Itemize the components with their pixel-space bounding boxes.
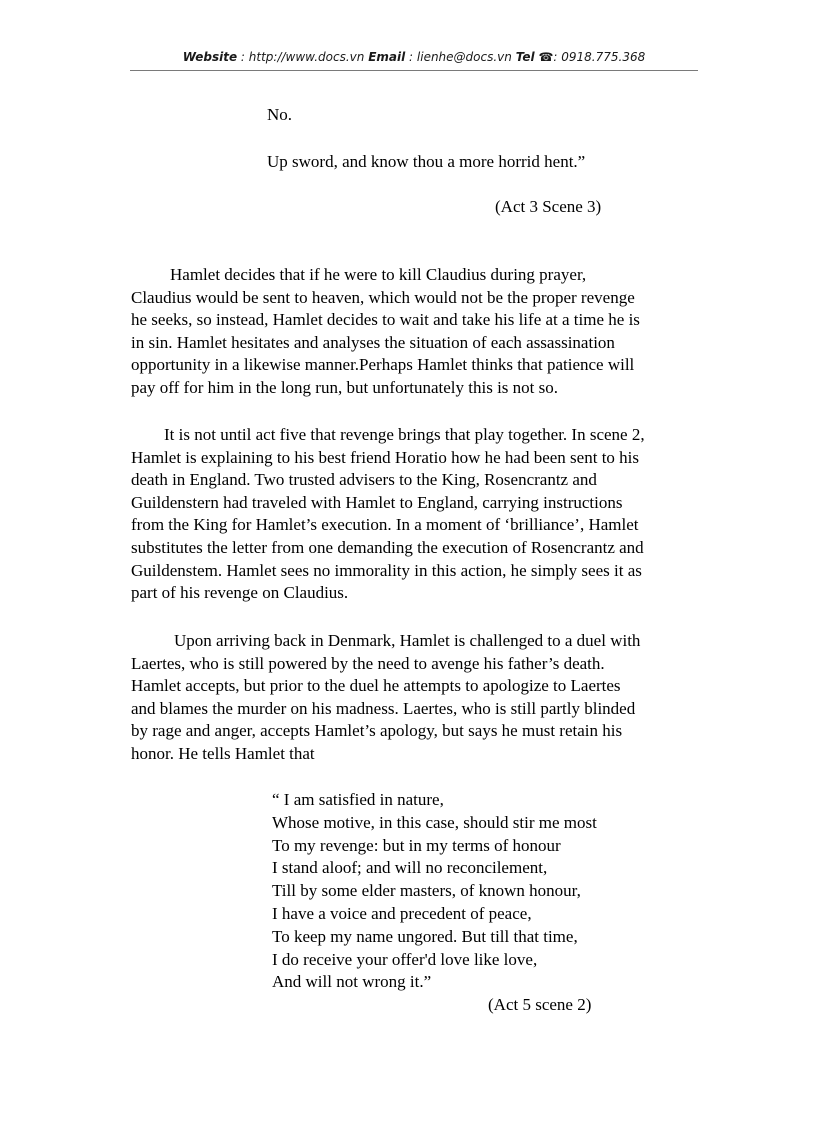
verse-line: I have a voice and precedent of peace,	[272, 903, 532, 923]
verse-line: Till by some elder masters, of known honour,	[272, 881, 581, 901]
header-rule	[130, 70, 698, 71]
quote-line-sword: Up sword, and know thou a more horrid hent.”	[267, 152, 586, 171]
paragraph-1	[131, 264, 691, 400]
paragraph-line: part of his revenge on Claudius.	[131, 583, 349, 603]
verse-line: “ I am satisfied in nature,	[272, 790, 444, 809]
verse-citation: (Act 5 scene 2)	[488, 995, 592, 1014]
website-label: Website	[182, 50, 238, 64]
verse-line: To my revenge: but in my terms of honour	[272, 835, 561, 855]
paragraph-line: from the King for Hamlet’s execution. In a moment of ‘brilliance’, Hamlet	[131, 515, 639, 535]
page-header	[130, 50, 698, 64]
email-label: Email	[368, 50, 406, 64]
paragraph-line: by rage and anger, accepts Hamlet’s apology, but says he must retain his	[131, 721, 623, 741]
quote-citation: (Act 3 Scene 3)	[495, 197, 602, 216]
verse-line: To keep my name ungored. But till that time,	[272, 926, 578, 946]
verse-line: Whose motive, in this case, should stir me most	[272, 812, 597, 832]
paragraph-line: Laertes, who is still powered by the need to avenge his father’s death.	[131, 653, 605, 673]
verse-quote	[272, 789, 597, 994]
paragraph-line: pay off for him in the long run, but unfortunately this is not so.	[131, 377, 559, 397]
paragraph-line: he seeks, so instead, Hamlet decides to wait and take his life at a time he is	[131, 310, 640, 330]
paragraph-line: Hamlet accepts, but prior to the duel he attempts to apologize to Laertes	[131, 676, 621, 696]
paragraph-line: Guildenstern had traveled with Hamlet to England, carrying instructions	[131, 492, 623, 512]
paragraph-line: Upon arriving back in Denmark, Hamlet is challenged to a duel with	[174, 631, 641, 650]
paragraph-line: Hamlet is explaining to his best friend Horatio how he had been sent to his	[131, 447, 640, 467]
phone-icon: ☎	[538, 50, 554, 64]
verse-line: And will not wrong it.”	[272, 972, 432, 992]
verse-line: I stand aloof; and will no reconcilement,	[272, 858, 548, 878]
paragraph-line: Guildenstem. Hamlet sees no immorality in this action, he simply sees it as	[131, 560, 642, 580]
paragraph-line: It is not until act five that revenge brings that play together. In scene 2,	[164, 425, 645, 444]
paragraph-3	[131, 630, 691, 766]
website-value[interactable]: : http://www.docs.vn	[240, 50, 365, 64]
paragraph-line: opportunity in a likewise manner.Perhaps Hamlet thinks that patience will	[131, 355, 635, 375]
paragraph-line: Claudius would be sent to heaven, which would not be the proper revenge	[131, 287, 635, 307]
paragraph-line: honor. He tells Hamlet that	[131, 743, 315, 763]
quote-line-no: No.	[267, 105, 293, 124]
tel-label: Tel	[515, 50, 535, 64]
tel-value: : 0918.775.368	[553, 50, 646, 64]
email-value[interactable]: : lienhe@docs.vn	[409, 50, 512, 64]
paragraph-line: Hamlet decides that if he were to kill Claudius during prayer,	[170, 265, 587, 284]
paragraph-line: death in England. Two trusted advisers to the King, Rosencrantz and	[131, 470, 597, 490]
verse-line: I do receive your offer'd love like love,	[272, 949, 538, 969]
paragraph-line: in sin. Hamlet hesitates and analyses the situation of each assassination	[131, 332, 615, 352]
paragraph-line: substitutes the letter from one demanding the execution of Rosencrantz and	[131, 537, 644, 557]
paragraph-2	[131, 424, 691, 605]
paragraph-line: and blames the murder on his madness. Laertes, who is still partly blinded	[131, 698, 636, 718]
